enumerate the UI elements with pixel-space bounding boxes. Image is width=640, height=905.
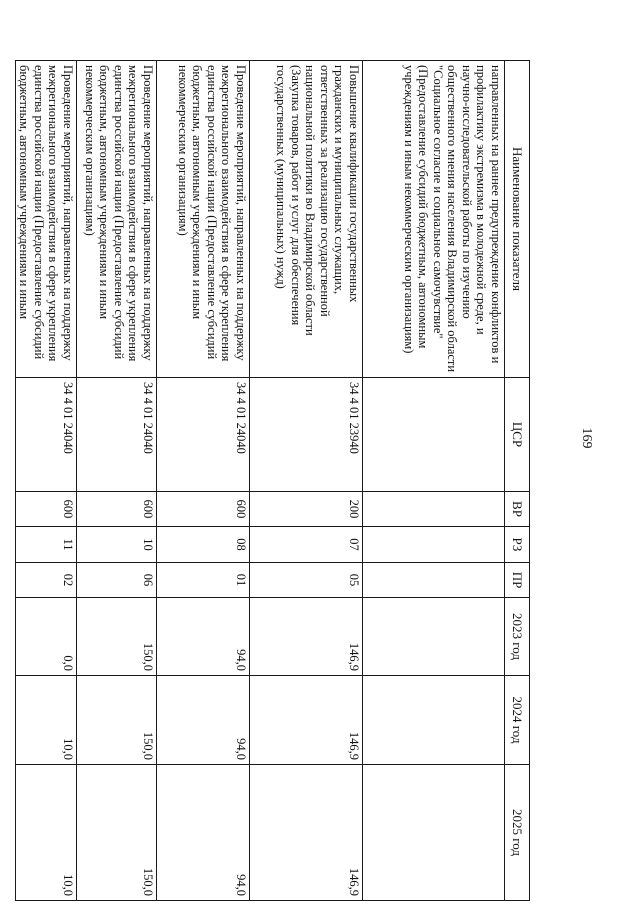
row-name: Проведение мероприятий, направленных на поддержку межрегионального взаимодействия в сфере укрепления единства российской нации (Предоставление субсидий бюджетным, автономным учреждениям и иным [16,61,77,378]
header-row [505,61,530,901]
row-vr [363,492,505,527]
row-pr [363,563,505,598]
row-2023: 150,0 [77,598,157,676]
row-csr: 34 4 01 24040 [16,378,77,492]
row-2023 [363,598,505,676]
row-rz: 10 [77,527,157,563]
table-container [17,60,530,900]
table-row [157,61,250,901]
row-name: Повышение квалификации государственных гражданских и муниципальных служащих, ответственных за реализацию государственной национальной политики во Владимирской области (Закупка товаров, работ и услуг для обеспечения государственных (муниципальных) нужд) [250,61,363,378]
row-2025: 10,0 [16,765,77,901]
row-csr [363,378,505,492]
rotated-table [17,60,530,900]
row-csr: 34 4 01 24040 [77,378,157,492]
budget-table [15,60,530,901]
row-2025: 94,0 [157,765,250,901]
row-name: Проведение мероприятий, направленных на поддержку межрегионального взаимодействия в сфере укрепления единства российской нации (Предоставление субсидий бюджетным, автономным учреждениям и иным некоммерческим организациям) [77,61,157,378]
header-vr: ВР [505,492,530,527]
row-name: Проведение мероприятий, направленных на поддержку межрегионального взаимодействия в сфере укрепления единства российской нации (Предоставление субсидий бюджетным, автономным учреждениям и иным некоммерческим организациям) [157,61,250,378]
row-2025 [363,765,505,901]
header-name: Наименование показателя [505,61,530,378]
row-2025: 146,9 [250,765,363,901]
row-2023: 146,9 [250,598,363,676]
row-pr: 01 [157,563,250,598]
row-2024: 146,9 [250,676,363,765]
table-row [363,61,505,901]
row-2023: 94,0 [157,598,250,676]
row-vr: 600 [157,492,250,527]
header-2023: 2023 год [505,598,530,676]
table-row [250,61,363,901]
row-vr: 600 [77,492,157,527]
row-2023: 0,0 [16,598,77,676]
row-pr: 05 [250,563,363,598]
header-2025: 2025 год [505,765,530,901]
row-rz: 07 [250,527,363,563]
row-pr: 02 [16,563,77,598]
row-2024: 10,0 [16,676,77,765]
row-name: направленных на раннее предупреждение конфликтов и профилактику экстремизма в молодежной среде, и научно-исследовательской работы по изучению общественного мнения населения Владимирской области "Социальное согласие и социальное самочувствие" (Предоставление субсидий бюджетным, автономным учреждениям и иным некоммерческим организациям) [363,61,505,378]
header-csr: ЦСР [505,378,530,492]
row-2024: 94,0 [157,676,250,765]
row-2024 [363,676,505,765]
row-csr: 34 4 01 23940 [250,378,363,492]
row-2024: 150,0 [77,676,157,765]
header-2024: 2024 год [505,676,530,765]
table-row [77,61,157,901]
row-rz [363,527,505,563]
row-2025: 150,0 [77,765,157,901]
header-pr: ПР [505,563,530,598]
row-rz: 11 [16,527,77,563]
row-vr: 600 [16,492,77,527]
page-number: 169 [579,427,594,449]
row-rz: 08 [157,527,250,563]
header-rz: РЗ [505,527,530,563]
table-row [16,61,77,901]
row-vr: 200 [250,492,363,527]
row-csr: 34 4 01 24040 [157,378,250,492]
row-pr: 06 [77,563,157,598]
